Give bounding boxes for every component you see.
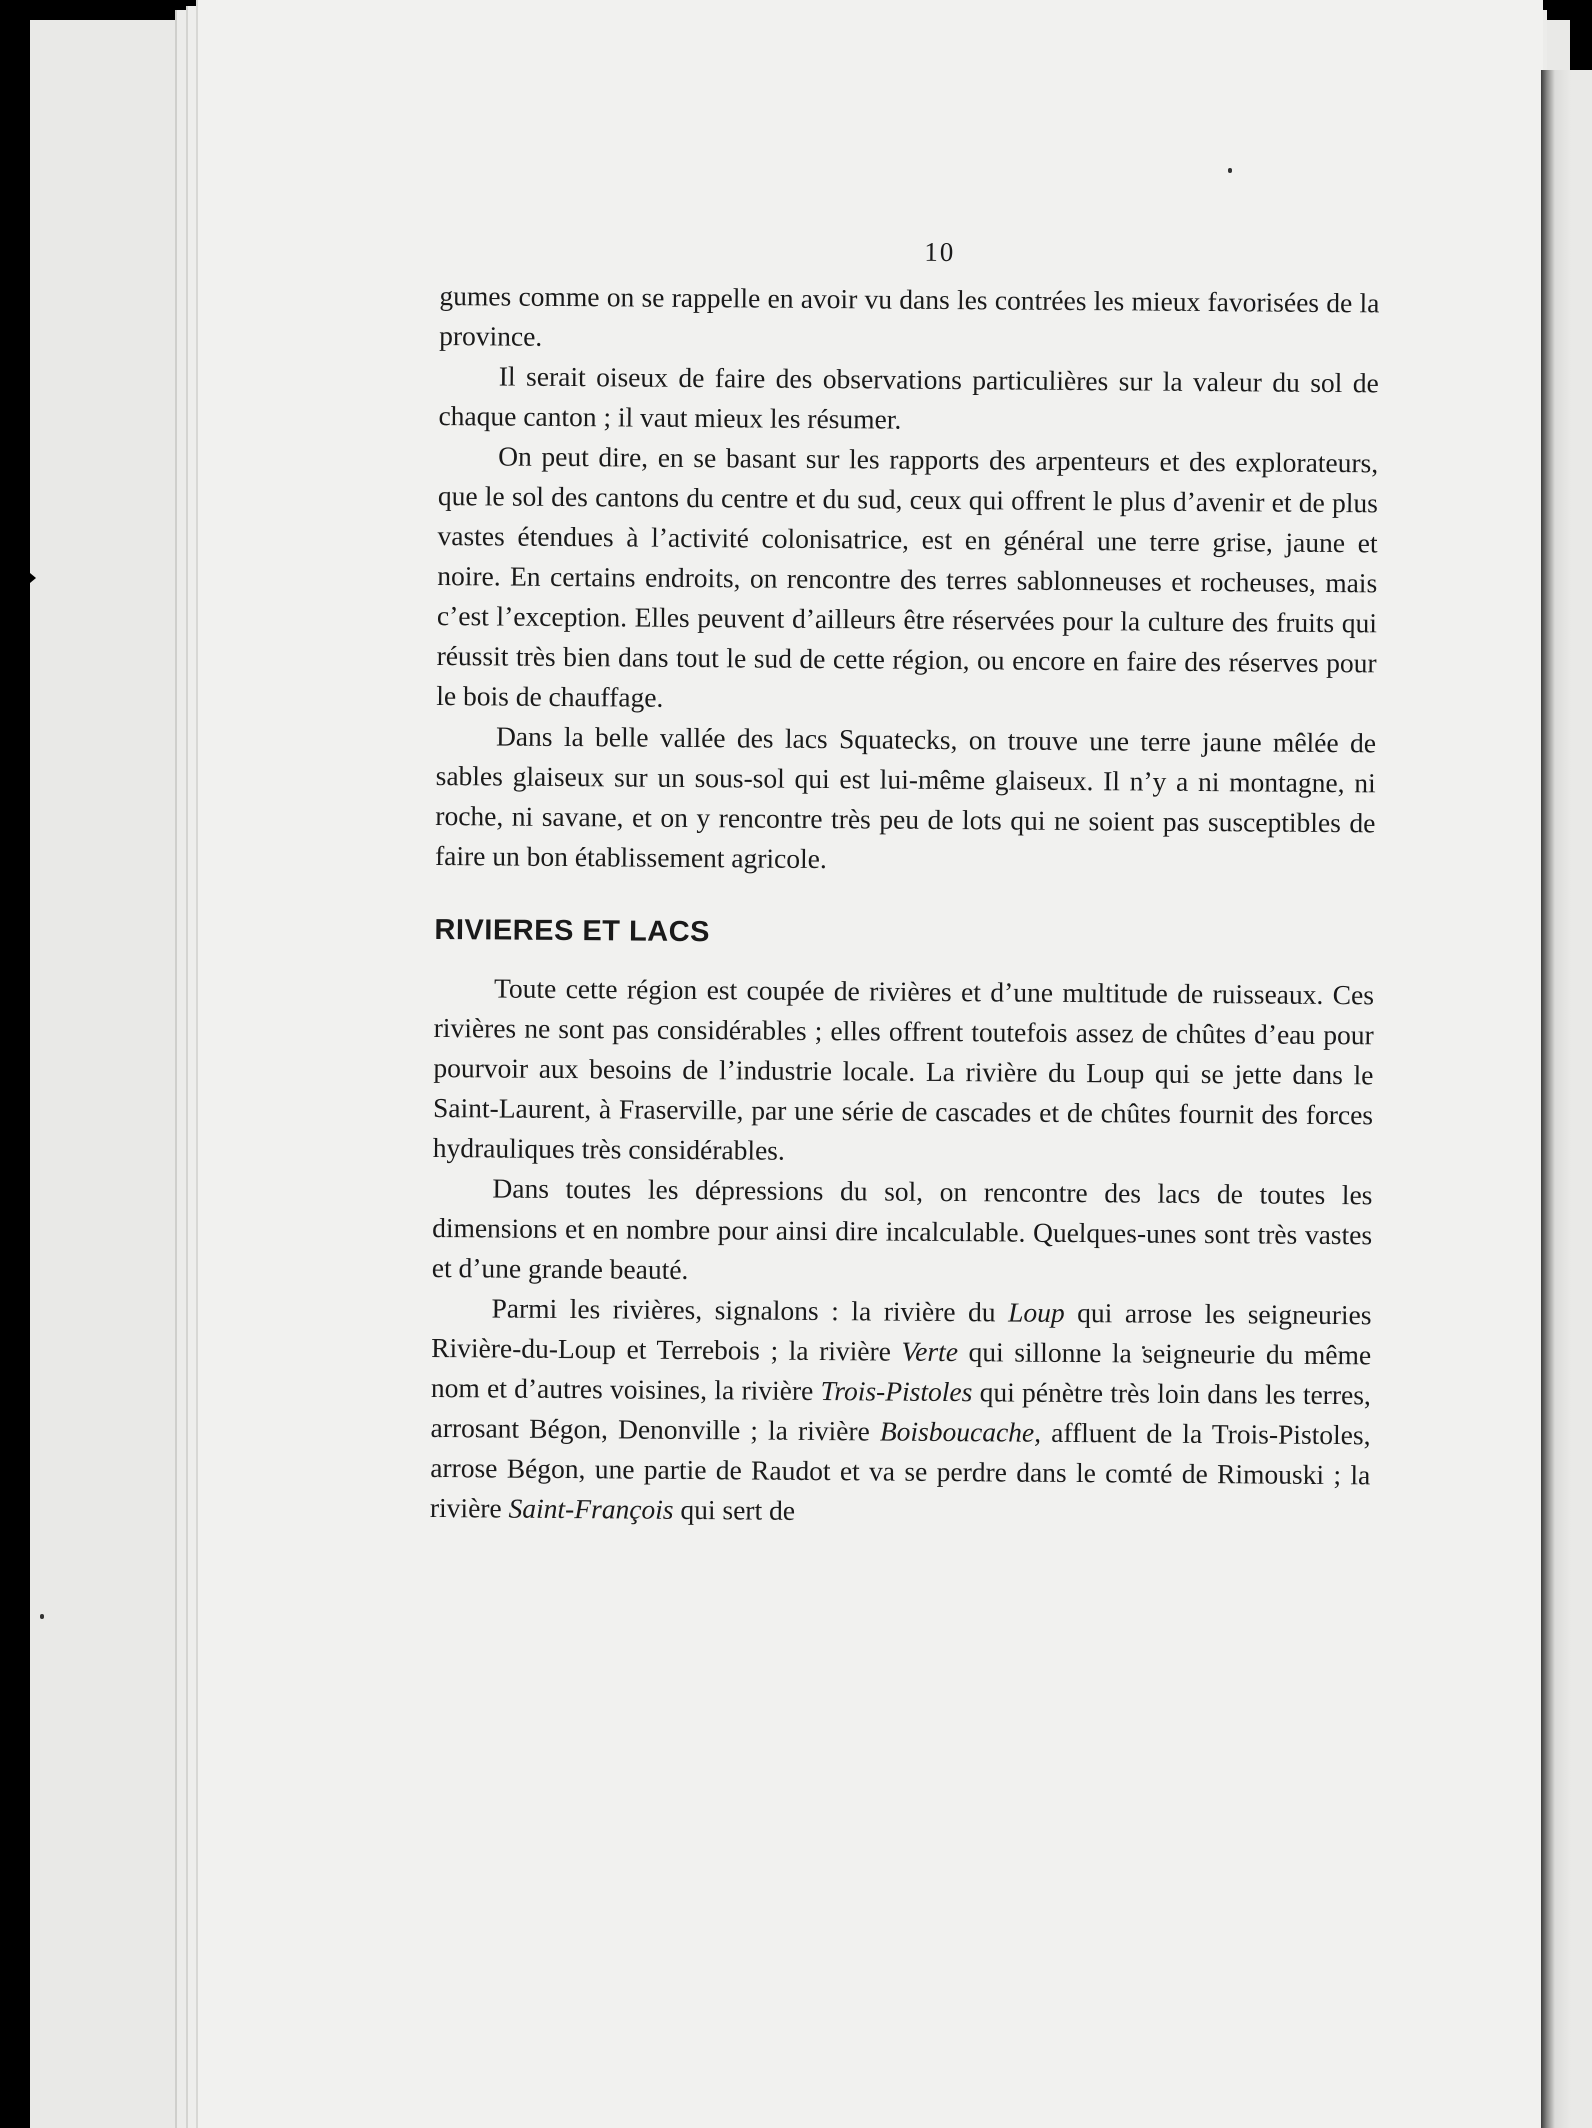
river-name: Saint-François xyxy=(508,1492,674,1525)
text-run: affluent de la Trois-Pistoles, arrose Bégon, une partie de Raudot et va se perdre dans le comté de Rimouski ; la rivière xyxy=(429,1416,1371,1524)
text-run: Parmi les rivières, signalons : la rivière du xyxy=(491,1292,1009,1328)
paragraph: Dans la belle vallée des lacs Squatecks, on trouve une terre jaune mêlée de sables glaiseux sur un sous-sol qui est lui-même glaiseux. Il n’y a ni montagne, ni roche, ni savane, et on y rencontre très peu de lots qui ne soient pas susceptibles de faire un bon établissement agricole. xyxy=(434,720,1377,875)
text-run: qui pénètre très loin dans les terres, arrosant Bégon, Denonville ; la rivière xyxy=(430,1376,1371,1447)
page-number: 10 xyxy=(924,236,956,268)
text-run: qui arrose les seigneuries Rivière-du-Loup et Terrebois ; la rivière xyxy=(431,1296,1372,1367)
dust-speck xyxy=(1228,168,1232,173)
paragraph: Toute cette région est coupée de rivières et d’une multitude de ruisseaux. Ces rivières ne sont pas considérables ; elles offrent toutefois assez de chûtes d’eau pour pourvoir aux besoins de l’industrie locale. La rivière du Loup qui se jette dans le Saint-Laurent, à Fraserville, par une série de cascades et de chûtes fournit des forces hydrauliques très considérables. xyxy=(432,972,1375,1166)
book-gutter xyxy=(1541,70,1592,2128)
paragraph: Il serait oiseux de faire des observations particulières sur la valeur du sol de chaque canton ; il vaut mieux les résumer. xyxy=(438,360,1379,435)
paragraph-rivers-list xyxy=(430,1288,1372,1535)
paragraph: On peut dire, en se basant sur les rapports des arpenteurs et des explorateurs, que le sol des cantons du centre et du sud, ceux qui offrent le plus d’avenir et de plus vastes étendues à l’activité colonisatrice, est en général une terre grise, jaune et noire. En certains endroits, on rencontre des terres sablonneuses et rocheuses, mais c’est l’exception. Elles peuvent d’ailleurs être réservées pour la culture des fruits qui réussit très bien dans tout le sud de cette région, ou encore en faire des réserves pour le bois de chauffage. xyxy=(436,440,1379,713)
river-name: Trois-Pistoles xyxy=(820,1375,973,1408)
river-name: Verte xyxy=(901,1335,959,1368)
text-run: qui sillonne la seigneurie du même nom et d’autres voisines, la rivière xyxy=(430,1336,1372,1407)
river-name: Loup xyxy=(1008,1296,1065,1328)
page-notch xyxy=(24,568,36,588)
river-name: Boisboucache, xyxy=(879,1415,1042,1448)
paragraph: Dans toutes les dépressions du sol, on rencontre des lacs de toutes les dimensions et en nombre pour ainsi dire incalculable. Quelques-unes sont très vastes et d’une grande beauté. xyxy=(431,1172,1373,1285)
paragraph: gumes comme on se rappelle en avoir vu dans les contrées les mieux favorisées de la province. xyxy=(439,279,1380,352)
section-heading: RIVIERES ET LACS xyxy=(434,913,711,949)
text-run: qui sert de xyxy=(673,1493,796,1526)
page-text xyxy=(430,228,1380,1535)
dust-speck xyxy=(40,1614,44,1619)
